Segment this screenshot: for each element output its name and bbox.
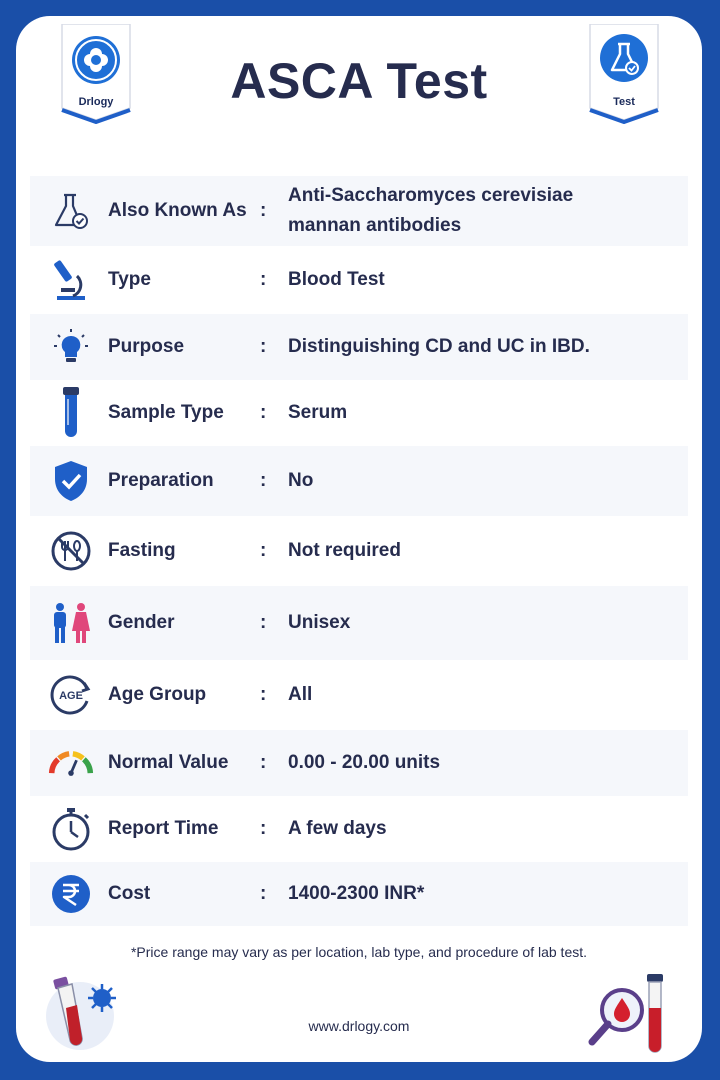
shield-check-icon [48, 458, 94, 504]
rupee-icon [48, 871, 94, 917]
row-colon: : [260, 883, 267, 904]
row-label: Age Group [108, 684, 207, 705]
age-icon [48, 672, 94, 718]
row-fasting [30, 516, 688, 586]
microscope-icon [48, 257, 94, 303]
row-age-group [30, 660, 688, 730]
row-colon: : [260, 612, 267, 633]
row-label: Also Known As [108, 200, 247, 221]
gender-icon [48, 600, 94, 646]
row-colon: : [260, 402, 267, 423]
no-food-icon [48, 528, 94, 574]
row-also-known-as [30, 176, 688, 246]
gauge-icon [48, 740, 94, 786]
row-colon: : [260, 200, 267, 221]
row-value: 0.00 - 20.00 units [288, 752, 441, 773]
row-purpose [30, 314, 688, 380]
row-value: Anti-Saccharomyces cerevisiae mannan antibodies [288, 185, 574, 236]
row-label: Purpose [108, 336, 185, 357]
row-label: Type [108, 269, 151, 290]
row-value: Serum [288, 402, 348, 423]
row-value: 1400-2300 INR* [288, 883, 425, 904]
row-value: Blood Test [288, 269, 385, 290]
stopwatch-icon [48, 806, 94, 852]
row-colon: : [260, 818, 267, 839]
test-tube-icon [48, 390, 94, 436]
row-colon: : [260, 269, 267, 290]
row-type [30, 246, 688, 314]
row-label: Report Time [108, 818, 219, 839]
website-link[interactable]: www.drlogy.com [308, 1018, 410, 1034]
row-sample-type [30, 380, 688, 446]
row-preparation [30, 446, 688, 516]
row-colon: : [260, 540, 267, 561]
test-badge-label: Test [613, 96, 635, 108]
row-label: Gender [108, 612, 175, 633]
row-colon: : [260, 752, 267, 773]
row-label: Preparation [108, 470, 214, 491]
row-cost [30, 862, 688, 926]
row-colon: : [260, 336, 267, 357]
row-value: Unisex [288, 612, 351, 633]
drlogy-badge-label: Drlogy [78, 96, 114, 108]
row-label: Sample Type [108, 402, 224, 423]
row-colon: : [260, 684, 267, 705]
row-value: No [288, 470, 314, 491]
info-card [16, 16, 702, 1062]
lightbulb-icon [48, 324, 94, 370]
page-title: ASCA Test [230, 53, 488, 109]
row-label: Cost [108, 883, 151, 904]
row-normal-value [30, 730, 688, 796]
magnifier-blood-icon [584, 972, 674, 1056]
svg-text:AGE: AGE [59, 690, 83, 702]
row-value: All [288, 684, 313, 705]
sample-virus-icon [42, 972, 122, 1052]
test-badge [588, 24, 660, 124]
row-value: Not required [288, 540, 401, 561]
price-footnote: *Price range may vary as per location, lab type, and procedure of lab test. [130, 944, 588, 960]
row-report-time [30, 796, 688, 862]
flask-check-icon [48, 188, 94, 234]
row-gender [30, 586, 688, 660]
row-value: Distinguishing CD and UC in IBD. [288, 336, 590, 357]
row-label: Fasting [108, 540, 176, 561]
row-value: A few days [288, 818, 387, 839]
row-label: Normal Value [108, 752, 229, 773]
test-flask-icon [588, 24, 660, 124]
row-colon: : [260, 470, 267, 491]
info-table [30, 176, 688, 926]
